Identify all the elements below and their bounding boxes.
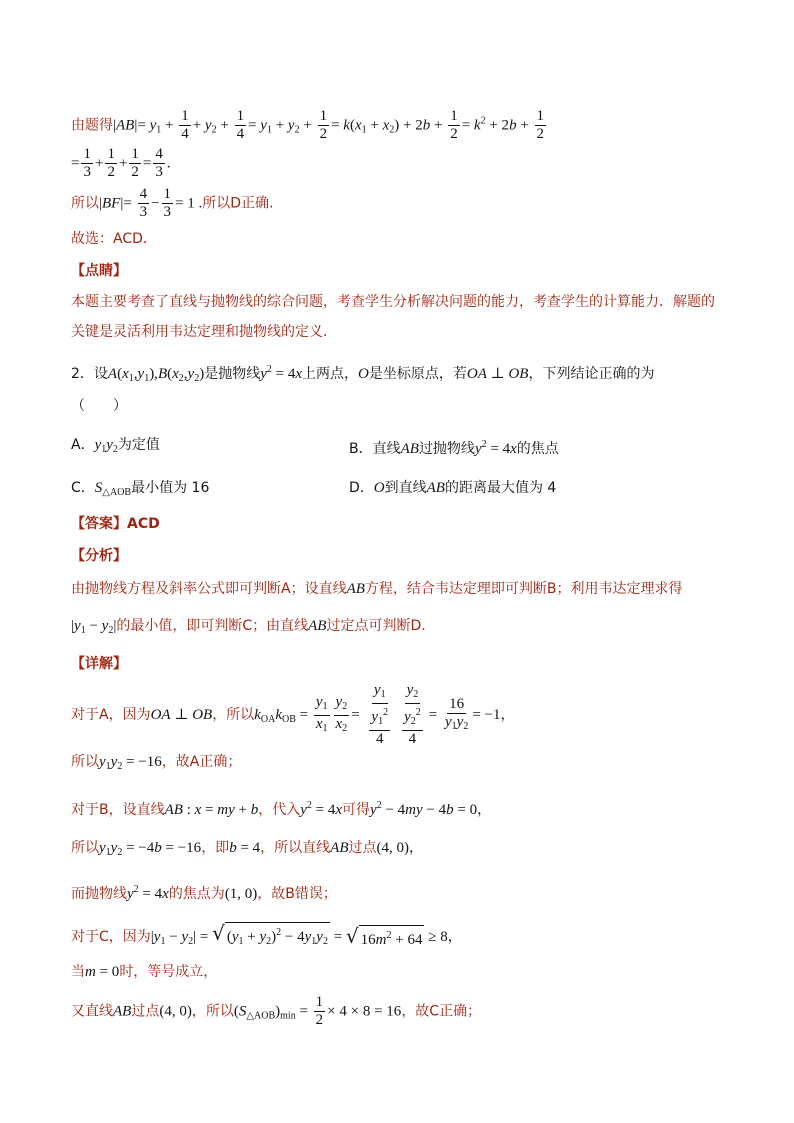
ab-length-derivation: 由题得$|AB|= y_1$ + $\frac{1}{4}$ + $y_2$ + $\frac{1}{4}$ = $y_1 + y_2$ + $\frac{1}{2}$ = $k(x_1 + x_2) + 2b$ + $\frac{1}{2}$ = $k^2 + 2b$ + $\frac{1}{2}$ — [71, 108, 545, 142]
option-b: B．直线AB过抛物线$y^2 = 4x$的焦点 — [349, 439, 559, 457]
detail-step-1: 对于A，因为OA ⊥ OB，所以$k_{OA}k_{OB}$ = $\frac{y_1}{x_1}$ $\frac{y_2}{x_2}$ = $\frac{y_1}{\frac{y_1^2}{4}}$ $\frac{y_2}{\frac{y_2^2}{4}}$ = $\frac{16}{y_1y_2}$ = −1， — [71, 682, 515, 747]
question-2-stem: 2．设$A(x_1,y_1),B(x_2,y_2)$是抛物线$y^2 = 4x$上两点，O是坐标原点，若OA ⊥ OB，下列结论正确的为 — [71, 364, 655, 384]
detail-step-4: 所以$y_1y_2 = -4b = -16$，即b = 4，所以直线AB过点(4, 0)， — [71, 840, 423, 858]
commentary-heading: 【点睛】 — [71, 263, 127, 279]
options-row-cd — [71, 478, 731, 503]
choice-line: 故选：ACD． — [71, 231, 157, 247]
option-c: C．$S_{\triangle AOB}$最小值为 16 — [71, 480, 210, 498]
bf-result-line: 所以|BF|= $\frac{4}{3}$ − $\frac{1}{3}$ = 1 .所以D正确. — [71, 186, 274, 220]
sum-line: = $\frac{1}{3}$ + $\frac{1}{2}$ + $\frac{1}{2}$ = $\frac{4}{3}$ . — [71, 146, 171, 180]
commentary-line-2: 关键是灵活利用韦达定理和抛物线的定义. — [71, 324, 328, 340]
detail-step-5: 而抛物线$y^2 = 4x$的焦点为(1, 0)，故B错误； — [71, 884, 337, 902]
detail-step-3: 对于B，设直线AB : x = my + b，代入$y^2 = 4x$可得$y^2 - 4my - 4b = 0$， — [71, 800, 492, 818]
detail-step-8: 又直线AB过点(4, 0)，所以$(S_{\triangle AOB})_{min}$ = $\frac{1}{2}$ × 4 × 8 = 16，故C正确； — [71, 994, 482, 1028]
analysis-line-2: $|y_1 - y_2|$的最小值，即可判断C；由直线AB过定点可判断D. — [71, 618, 426, 636]
detail-step-7: 当m = 0时，等号成立， — [71, 964, 218, 980]
answer-heading: 【答案】ACD — [71, 516, 160, 532]
options-row-ab — [71, 435, 731, 460]
analysis-line-1: 由抛物线方程及斜率公式即可判断A；设直线AB方程，结合韦达定理即可判断B；利用韦达定理求得 — [71, 581, 683, 597]
detail-heading: 【详解】 — [71, 656, 127, 672]
option-a: A．$y_1y_2$为定值 — [71, 437, 160, 455]
detail-step-6: 对于C，因为$|y_1 - y_2|$ = √ $(y_1 + y_2)^2 - 4y_1y_2$ = √ $16m^2 + 64$ ≥ 8， — [71, 922, 462, 952]
analysis-heading: 【分析】 — [71, 548, 127, 564]
detail-step-2: 所以$y_1y_2 = -16$，故A正确； — [71, 754, 242, 772]
commentary-line-1: 本题主要考查了直线与抛物线的综合问题，考查学生分析解决问题的能力，考查学生的计算能力．解题的 — [71, 294, 715, 310]
option-d: D．O到直线AB的距离最大值为 4 — [349, 480, 557, 496]
answer-blank: （ ） — [71, 398, 127, 414]
